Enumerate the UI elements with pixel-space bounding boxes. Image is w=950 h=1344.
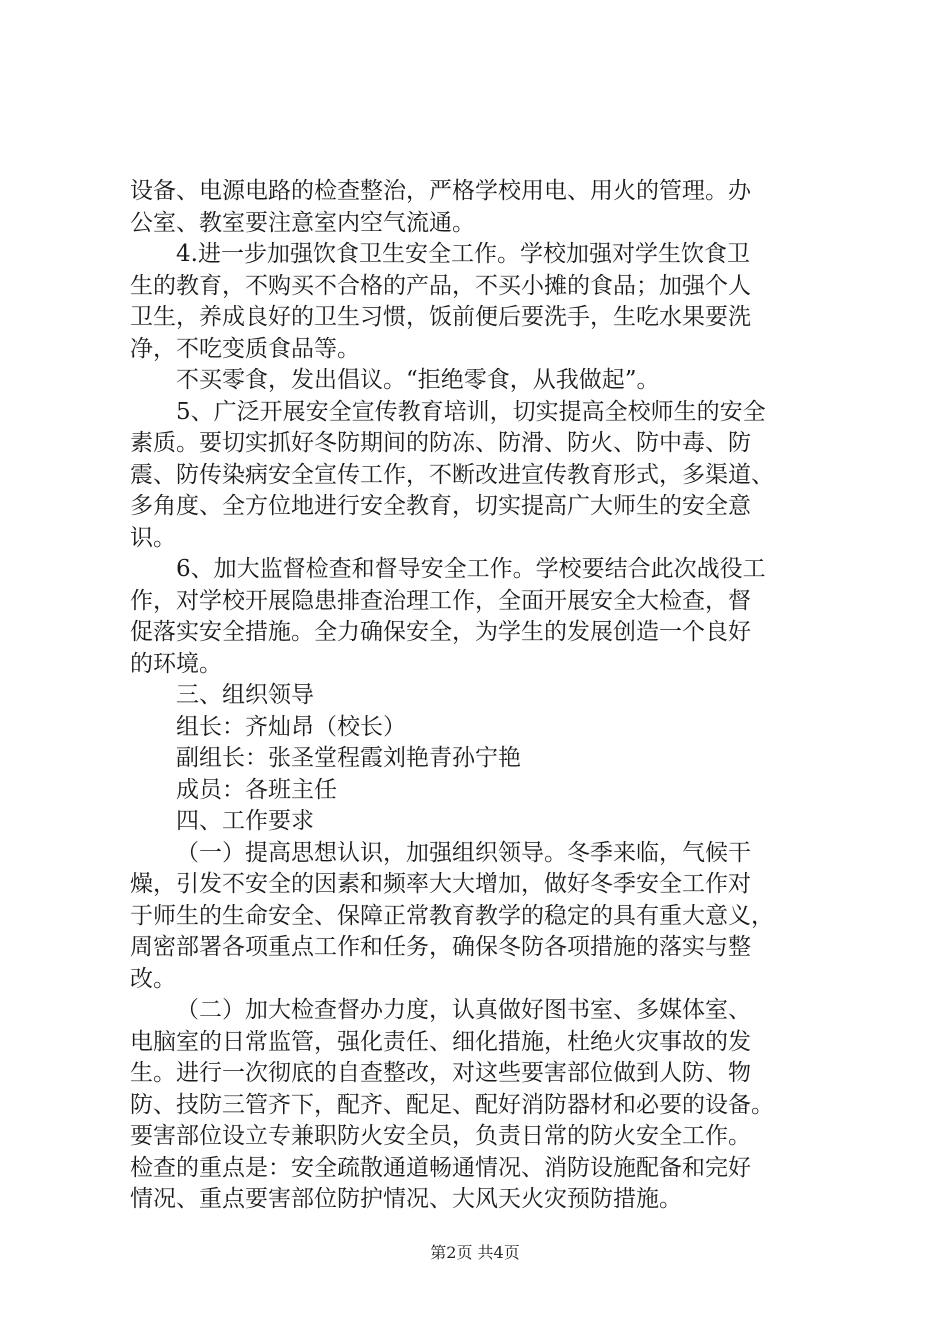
text-line: 成员：各班主任 <box>176 776 337 803</box>
text-line: 副组长：张圣堂程霞刘艳青孙宁艳 <box>176 745 521 771</box>
text-line: 改。 <box>130 965 176 992</box>
text-line: 电脑室的日常监管，强化责任、细化措施，杜绝火灾事故的发 <box>130 1028 751 1055</box>
text-line: 公室、教室要注意室内空气流通。 <box>130 209 475 236</box>
text-line: 净，不吃变质食品等。 <box>130 335 360 362</box>
text-line: 多角度、全方位地进行安全教育，切实提高广大师生的安全意 <box>130 493 751 519</box>
text-line: 要害部位设立专兼职防火安全员，负责日常的防火安全工作。 <box>130 1123 751 1149</box>
text-line: 四、工作要求 <box>176 808 314 834</box>
text-line: 周密部署各项重点工作和任务，确保冬防各项措施的落实与整 <box>130 934 751 960</box>
text-line: 促落实安全措施。全力确保安全，为学生的发展创造一个良好 <box>130 619 751 645</box>
text-line: 的环境。 <box>130 650 222 677</box>
text-line: 设备、电源电路的检查整治，严格学校用电、用火的管理。办 <box>130 178 751 204</box>
text-line: 震、防传染病安全宣传工作，不断改进宣传教育形式，多渠道、 <box>130 461 774 488</box>
text-line: 5、广泛开展安全宣传教育培训，切实提高全校师生的安全 <box>176 398 766 425</box>
text-line: 6、加大监督检查和督导安全工作。学校要结合此次战役工 <box>176 556 766 582</box>
text-line: 三、组织领导 <box>176 682 314 708</box>
text-line: 防、技防三管齐下，配齐、配足、配好消防器材和必要的设备。 <box>130 1091 774 1118</box>
text-line: 生的教育，不购买不合格的产品，不买小摊的食品；加强个人 <box>130 272 751 299</box>
text-line: 识。 <box>130 524 176 551</box>
text-line: 不买零食，发出倡议。“拒绝零食，从我做起”。 <box>176 367 660 393</box>
text-line: 情况、重点要害部位防护情况、大风天火灾预防措施。 <box>130 1186 682 1212</box>
text-line: 组长：齐灿昂（校长） <box>176 713 406 740</box>
document-body <box>130 176 830 1216</box>
text-line: 生。进行一次彻底的自查整改，对这些要害部位做到人防、物 <box>130 1060 751 1086</box>
text-line: 素质。要切实抓好冬防期间的防冻、防滑、防火、防中毒、防 <box>130 430 751 456</box>
text-line: 4.进一步加强饮食卫生安全工作。学校加强对学生饮食卫 <box>176 241 750 267</box>
text-line: 燥，引发不安全的因素和频率大大增加，做好冬季安全工作对 <box>130 871 751 897</box>
page-footer: 第2页 共4页 <box>430 1243 520 1262</box>
text-line: 于师生的生命安全、保障正常教育教学的稳定的具有重大意义， <box>130 902 774 929</box>
text-line: 作，对学校开展隐患排查治理工作，全面开展安全大检查，督 <box>130 587 751 614</box>
text-line: 检查的重点是：安全疏散通道畅通情况、消防设施配备和完好 <box>130 1154 751 1181</box>
text-line: （二）加大检查督办力度，认真做好图书室、多媒体室、 <box>176 997 751 1023</box>
text-line: （一）提高思想认识，加强组织领导。冬季来临，气候干 <box>176 839 751 866</box>
text-line: 卫生，养成良好的卫生习惯，饭前便后要洗手，生吃水果要洗 <box>130 304 751 330</box>
